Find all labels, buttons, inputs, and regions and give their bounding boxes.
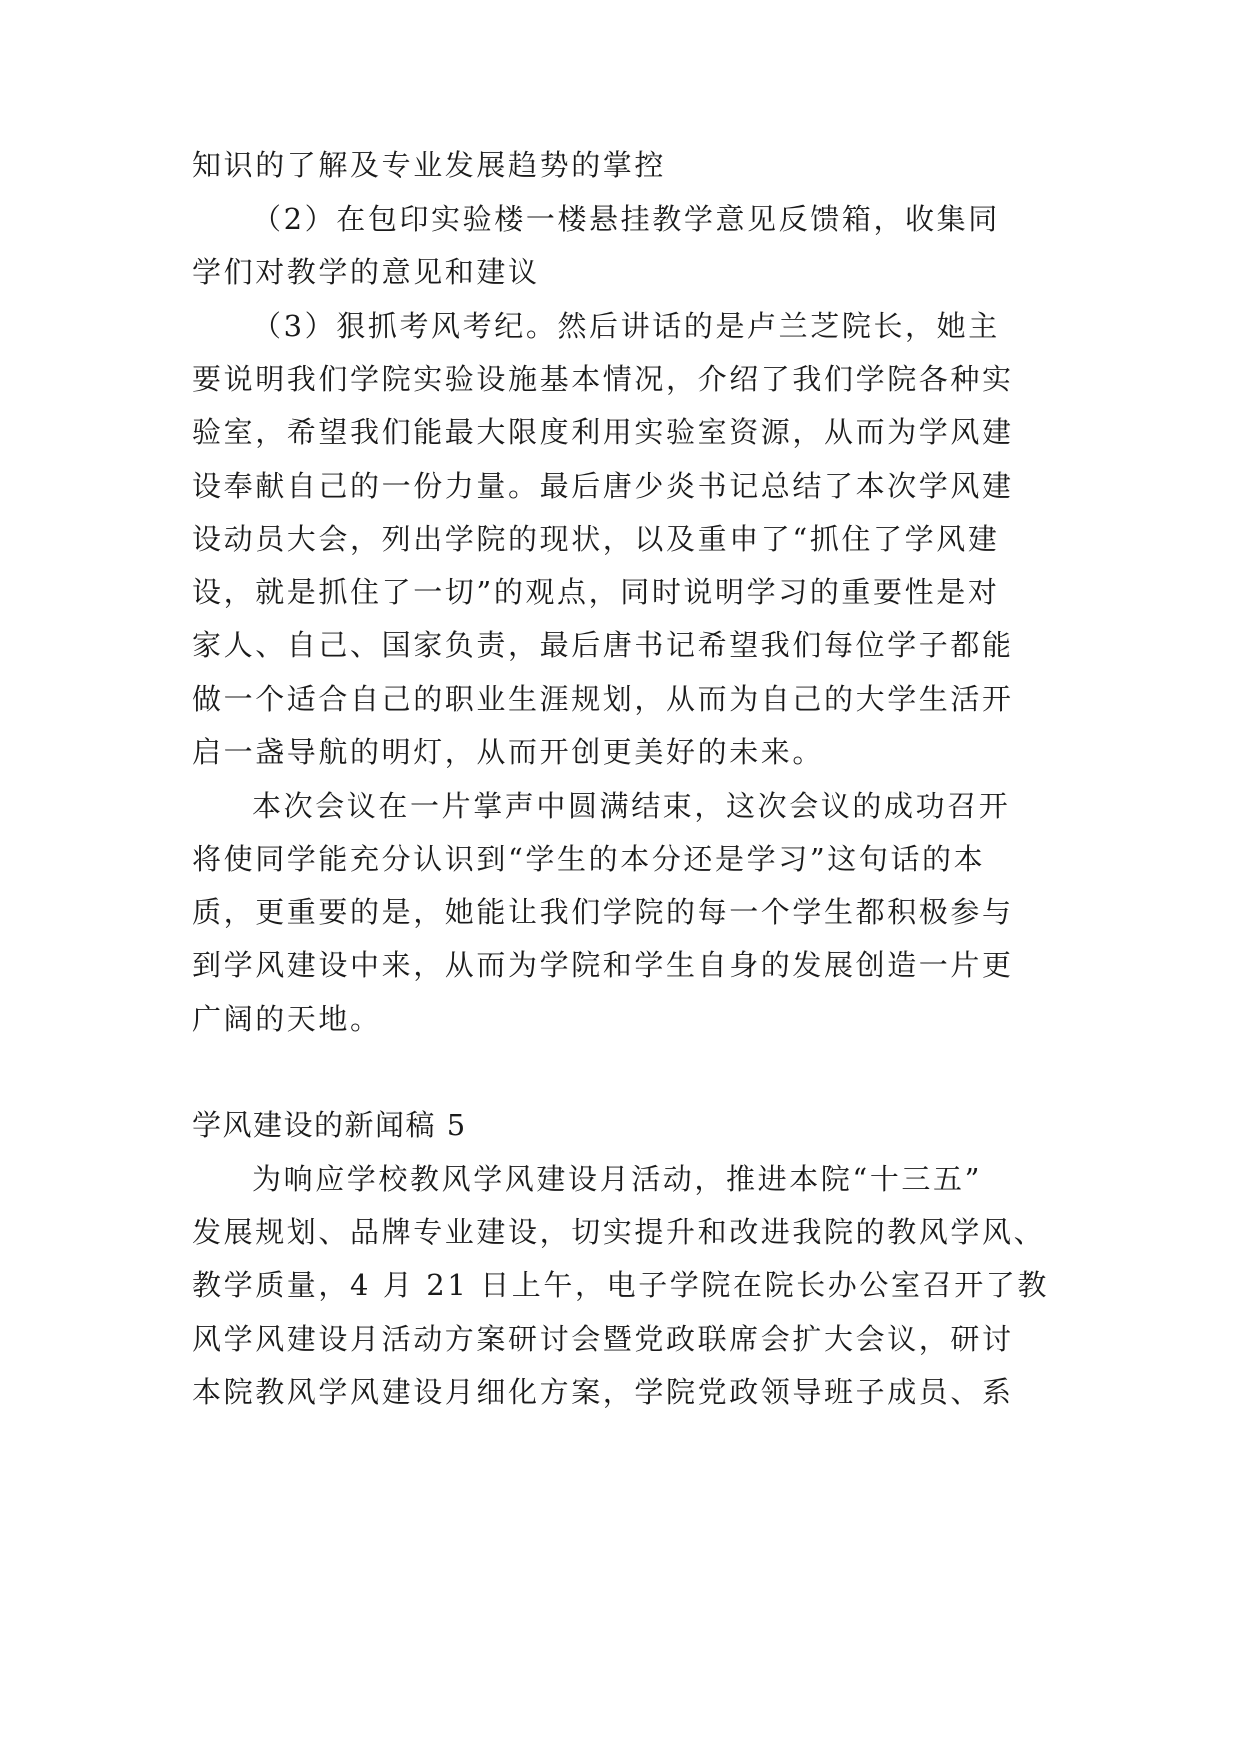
text-line: （3）狠抓考风考纪。然后讲话的是卢兰芝院长，她主: [252, 309, 1000, 343]
text-line: 本院教风学风建设月细化方案，学院党政领导班子成员、系: [192, 1375, 1014, 1409]
text-line: 设，就是抓住了一切”的观点，同时说明学习的重要性是对: [192, 575, 1000, 609]
text-line: （2）在包印实验楼一楼悬挂教学意见反馈箱，收集同: [252, 202, 1000, 236]
text-line: 家人、自己、国家负责，最后唐书记希望我们每位学子都能: [192, 628, 1014, 662]
text-line: 将使同学能充分认识到“学生的本分还是学习”这句话的本: [192, 842, 986, 876]
text-line: 风学风建设月活动方案研讨会暨党政联席会扩大会议，研讨: [192, 1322, 1014, 1356]
text-line: 验室，希望我们能最大限度利用实验室资源，从而为学风建: [192, 415, 1014, 449]
text-line: 为响应学校教风学风建设月活动，推进本院“十三五”: [252, 1162, 983, 1196]
text-line: 学们对教学的意见和建议: [192, 255, 540, 289]
text-line: 知识的了解及专业发展趋势的掌控: [192, 148, 667, 182]
text-line: 广阔的天地。: [192, 1002, 382, 1036]
text-line: 到学风建设中来，从而为学院和学生自身的发展创造一片更: [192, 948, 1014, 982]
section-heading: 学风建设的新闻稿 5: [192, 1108, 467, 1142]
text-line: 质，更重要的是，她能让我们学院的每一个学生都积极参与: [192, 895, 1014, 929]
text-line: 发展规划、品牌专业建设，切实提升和改进我院的教风学风、: [192, 1215, 1046, 1249]
text-line: 教学质量，4 月 21 日上午，电子学院在院长办公室召开了教: [192, 1268, 1050, 1302]
text-line: 设奉献自己的一份力量。最后唐少炎书记总结了本次学风建: [192, 469, 1014, 503]
text-line: 本次会议在一片掌声中圆满结束，这次会议的成功召开: [252, 789, 1011, 823]
text-line: 设动员大会，列出学院的现状，以及重申了“抓住了学风建: [192, 522, 1000, 556]
text-line: 启一盏导航的明灯，从而开创更美好的未来。: [192, 735, 825, 769]
text-line: 做一个适合自己的职业生涯规划，从而为自己的大学生活开: [192, 682, 1014, 716]
text-line: 要说明我们学院实验设施基本情况，介绍了我们学院各种实: [192, 362, 1014, 396]
